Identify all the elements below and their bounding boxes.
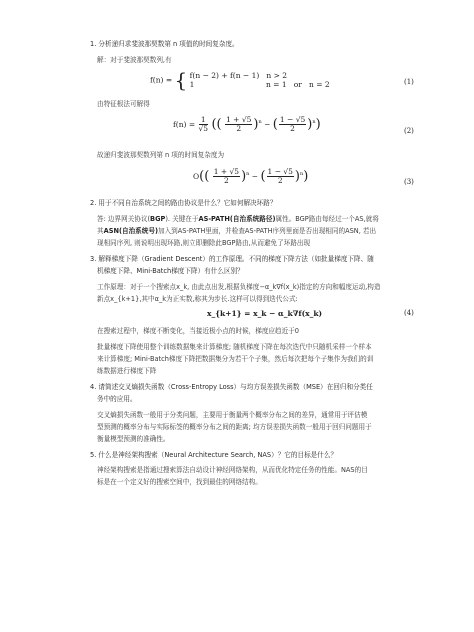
q4-body-line-1: 交叉熵损失函数一般用于分类问题，主要用于衡量两个概率分布之间的差异，通常用于评估模 [97,411,368,419]
eq1-brace: { [174,68,188,92]
q3-title-line-1: 3. 解释梯度下降（Gradient Descent）的工作原理。不同的梯度下降方法（如批量梯度下降、随 [90,255,374,263]
eq4-number: (4) [404,309,414,317]
q2-title: 2. 用于不同自治系统之间的路由协议是什么？它如何解决环路？ [90,199,277,207]
eq1-lhs: f(n) = [150,75,173,85]
q5-body-line-2: 标是在一个定义好的搜索空间中，找到最佳的网络结构。 [97,478,262,486]
q1-conclusion: 故递归斐波那契数列第 n 项的时间复杂度为 [97,151,225,159]
q5-title: 5. 什么是神经架构搜索（Neural Architecture Search, NAS）？它的目标是什么？ [90,451,338,459]
q3-diff-line-2: 来计算梯度; Mini-Batch梯度下降把数据集分为若干个子集，然后每次把每个子集作为我们的训 [97,355,374,363]
q4-title-line-1: 4. 请简述交叉熵损失函数（Cross-Entropy Loss）与均方误差损失函数（MSE）在回归和分类任 [90,383,373,391]
q1-equation-1 [150,70,330,90]
q2-text: 答: 边界网关协议( [97,215,151,223]
q1-title: 1. 分析递归求斐波那契数第 n 项值的时间复杂度。 [90,40,239,48]
q2-text: 其 [97,227,104,235]
q2-answer-line-2 [97,227,376,236]
q2-answer-line-1 [97,215,379,224]
q5-body-line-1: 神经架构搜索是指通过搜索算法自动设计神经网络架构，从而优化特定任务的性能。NAS的目 [97,466,368,474]
q3-diff-line-3: 练数据进行梯度下降 [97,367,157,375]
q2-as-path-term: AS-PATH(自治系统路径) [198,215,276,223]
q2-asn-term: ASN(自治系统号) [103,227,158,235]
q2-answer-line-3: 现相同序列, 则说明出现环路,则立即删除此BGP路由,从而避免了环路出现 [97,239,311,247]
eq1-case-1: f(n − 2) + f(n − 1) n > 2 [189,71,288,80]
eq1-cases [190,71,330,89]
q2-bgp-term: BGP [150,215,166,223]
eq1-case-2: 1 n = 1 or n = 2 [189,80,330,89]
q1-equation-2: f(n) = $\frac{1}{√5}$ (( $\frac{1 + √5}{2}$ )$^n$ − ( $\frac{1 - √5}{2}$ )$^n$) [173,115,321,133]
eq1-number: (1) [404,78,414,86]
eq3-number: (3) [404,178,414,186]
q3-title-line-2: 机梯度下降、Mini-Batch梯度下降）有什么区别？ [97,267,244,275]
q4-body-line-2: 型预测的概率分布与实际标签的概率分布之间的距离; 均方误差损失函数一般用于回归问题用于 [97,423,372,431]
q2-text: 属性。BGP路由每经过一个AS,就将 [275,215,379,223]
q3-diff-line-1: 批量梯度下降使用整个训练数据集来计算梯度; 随机梯度下降在每次迭代中只随机采样一个样本 [97,343,372,351]
q1-characteristic-method: 由特征根法可解得 [97,100,150,108]
q3-equation-4: x_{k+1} = x_k − α_k∇f(x_k) [207,309,323,318]
q4-title-line-2: 务中的应用。 [97,395,137,403]
q3-body-line-2: 新点x_{k+1},其中α_k为正实数,称其为步长.这样可以得到迭代公式: [97,295,298,303]
eq2-number: (2) [404,127,414,135]
q2-text: 加入到AS-PATH里面，并检查AS-PATH序列里面是否出现相同的ASN, 若出 [157,227,377,235]
q1-equation-3: O(( $\frac{1 + √5}{2}$ )$^n$ − ( $\frac{1 - √5}{2}$ )$^n$) [193,167,309,185]
q3-body-line-3: 在搜索过程中，梯度不断变化，当接近极小点的时候，梯度应趋近于0 [97,327,300,335]
q1-answer-intro: 解：对于斐波那契数列,有 [97,56,172,64]
q3-body-line-1: 工作原理：对于一个搜索点x_k, 由此点出发,根据负梯度−α_k∇f(x_k)指定的方向和幅度运动,构造 [97,283,381,291]
q2-text: ). 关键在于 [165,215,199,223]
q4-body-line-3: 衡量模型预测的准确性。 [97,435,170,443]
